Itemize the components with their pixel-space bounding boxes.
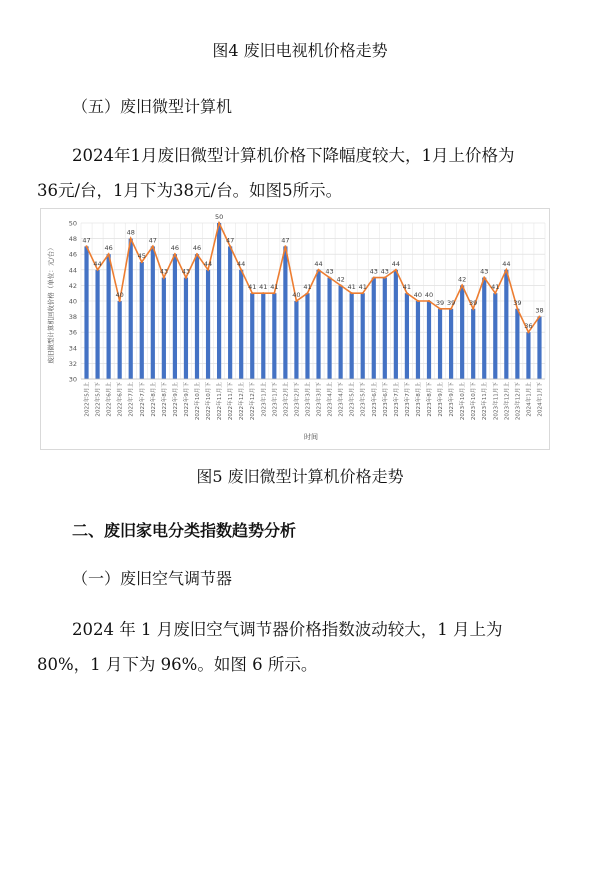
line-point — [207, 269, 209, 271]
line-point — [395, 269, 397, 271]
data-label: 46 — [192, 244, 202, 253]
line-point — [483, 277, 485, 279]
data-label: 50 — [214, 213, 224, 221]
bar — [394, 270, 398, 379]
line-point — [108, 253, 110, 255]
y-tick-label: 50 — [68, 219, 77, 228]
bar — [416, 301, 420, 379]
paragraph-air-conditioner — [37, 612, 542, 682]
bar — [184, 278, 188, 379]
x-axis-label: 时间 — [304, 433, 318, 441]
x-tick-label: 2023年7月下 — [404, 382, 411, 417]
y-tick-label: 36 — [68, 328, 77, 337]
x-tick-label: 2023年6月下 — [382, 382, 389, 417]
data-label: 44 — [314, 259, 323, 268]
data-label: 39 — [469, 298, 478, 307]
data-label: 36 — [524, 322, 533, 331]
bar — [526, 332, 530, 379]
bar — [383, 278, 387, 379]
x-tick-label: 2022年6月上 — [106, 382, 113, 417]
bar — [84, 246, 88, 379]
bar — [129, 239, 133, 379]
x-tick-label: 2023年8月上 — [415, 382, 422, 417]
data-label: 43 — [325, 267, 334, 276]
bar — [493, 293, 497, 379]
line-point — [505, 269, 507, 271]
bar — [372, 278, 376, 379]
bar — [537, 317, 541, 379]
figure-5-chart — [40, 208, 550, 450]
x-tick-label: 2022年7月下 — [139, 382, 146, 417]
x-tick-label: 2023年3月上 — [305, 382, 312, 417]
paragraph-line: 36元/台，1月下为38元/台。如图5所示。 — [37, 181, 343, 200]
data-label: 39 — [513, 298, 522, 307]
x-tick-label: 2023年9月下 — [449, 382, 456, 417]
y-tick-label: 30 — [68, 375, 77, 384]
x-tick-label: 2023年9月上 — [438, 382, 445, 417]
data-label: 45 — [137, 252, 146, 260]
figure-5-caption: 图5 废旧微型计算机价格走势 — [196, 467, 404, 486]
data-label: 44 — [237, 259, 246, 268]
bar — [471, 309, 475, 379]
x-tick-label: 2023年1月上 — [261, 382, 268, 417]
data-label: 47 — [281, 236, 290, 245]
data-label: 39 — [446, 298, 456, 307]
bar — [327, 278, 331, 379]
data-label: 39 — [435, 298, 445, 307]
x-tick-label: 2023年2月上 — [283, 382, 290, 417]
section-heading-air-conditioner: （一）废旧空气调节器 — [72, 569, 233, 588]
price-chart — [41, 209, 549, 449]
bar — [350, 293, 354, 379]
line-point — [406, 292, 408, 294]
bar — [361, 293, 365, 379]
line-point — [439, 308, 441, 310]
paragraph-line: 2024 年 1 月废旧空气调节器价格指数波动较大，1 月上为 — [72, 620, 503, 639]
y-tick-label: 34 — [68, 344, 77, 353]
x-tick-label: 2022年8月下 — [161, 382, 168, 417]
bar — [140, 262, 144, 379]
line-point — [450, 308, 452, 310]
x-tick-label: 2022年9月下 — [183, 382, 190, 417]
x-tick-label: 2023年11月下 — [493, 382, 500, 421]
figure-4-caption: 图4 废旧电视机价格走势 — [212, 41, 388, 60]
line-point — [516, 308, 518, 310]
line-point — [428, 300, 430, 302]
data-label: 43 — [159, 267, 168, 276]
line-point — [362, 292, 364, 294]
data-label: 44 — [93, 259, 102, 268]
x-tick-label: 2022年9月上 — [172, 382, 179, 417]
bar — [195, 254, 199, 379]
line-point — [185, 277, 187, 279]
data-label: 41 — [402, 283, 412, 292]
y-tick-label: 38 — [68, 313, 77, 322]
bar — [261, 293, 265, 379]
y-tick-label: 42 — [68, 281, 77, 290]
x-tick-label: 2024年1月下 — [537, 382, 544, 417]
bar — [162, 278, 166, 379]
data-label: 46 — [104, 244, 113, 253]
section-heading-microcomputer: （五）废旧微型计算机 — [72, 97, 233, 116]
data-label: 42 — [458, 275, 467, 284]
bar — [305, 293, 309, 379]
data-label: 44 — [391, 259, 400, 268]
data-label: 41 — [303, 283, 312, 292]
bar — [239, 270, 243, 379]
bar — [460, 285, 464, 379]
bar — [217, 223, 221, 379]
line-point — [85, 245, 87, 247]
bar — [206, 270, 210, 379]
line-point — [373, 277, 375, 279]
data-label: 40 — [292, 291, 301, 299]
y-tick-label: 48 — [68, 235, 77, 244]
line-point — [196, 253, 198, 255]
bar — [438, 309, 442, 379]
y-tick-label: 32 — [68, 359, 77, 368]
x-tick-label: 2023年3月下 — [316, 382, 323, 417]
x-tick-label: 2022年10月下 — [206, 382, 213, 421]
x-tick-label: 2022年12月上 — [239, 382, 246, 421]
x-tick-label: 2023年12月上 — [504, 382, 511, 421]
data-label: 47 — [82, 236, 91, 245]
line-point — [351, 292, 353, 294]
data-label: 40 — [115, 291, 124, 299]
line-point — [251, 292, 253, 294]
x-tick-label: 2023年1月下 — [272, 382, 279, 417]
line-point — [527, 331, 529, 333]
x-tick-label: 2022年6月下 — [117, 382, 124, 417]
line-point — [461, 284, 463, 286]
x-tick-label: 2023年11月上 — [482, 382, 489, 421]
x-tick-label: 2023年7月上 — [393, 382, 400, 417]
data-label: 44 — [203, 259, 213, 268]
paragraph-microcomputer — [37, 138, 542, 208]
y-tick-label: 40 — [68, 297, 77, 306]
line-point — [240, 269, 242, 271]
x-tick-label: 2022年11月上 — [217, 382, 224, 421]
bar — [107, 254, 111, 379]
data-label: 41 — [358, 283, 367, 292]
data-label: 40 — [424, 291, 434, 299]
data-label: 43 — [369, 267, 378, 276]
line-point — [119, 300, 121, 302]
line-point — [328, 277, 330, 279]
data-label: 43 — [380, 267, 389, 276]
x-tick-label: 2022年11月下 — [228, 382, 235, 421]
x-tick-label: 2022年8月上 — [150, 382, 157, 417]
bar — [515, 309, 519, 379]
data-label: 41 — [347, 283, 356, 292]
x-tick-label: 2023年8月下 — [427, 382, 433, 417]
line-point — [384, 277, 386, 279]
x-tick-label: 2022年5月下 — [95, 382, 102, 417]
bar — [427, 301, 431, 379]
bar — [250, 293, 254, 379]
line-point — [229, 245, 231, 247]
data-label: 41 — [270, 283, 279, 292]
y-tick-label: 44 — [68, 266, 77, 275]
line-point — [174, 253, 176, 255]
x-tick-label: 2023年10月下 — [471, 382, 478, 421]
data-label: 41 — [259, 283, 268, 292]
data-label: 42 — [336, 275, 345, 284]
bar — [504, 270, 508, 379]
bar — [95, 270, 99, 379]
bar — [449, 309, 453, 379]
line-point — [306, 292, 308, 294]
line-point — [295, 300, 297, 302]
line-point — [472, 308, 474, 310]
x-tick-label: 2023年4月上 — [327, 382, 334, 417]
x-tick-label: 2023年2月下 — [294, 382, 301, 417]
data-label: 46 — [170, 244, 180, 253]
data-label: 48 — [126, 228, 135, 237]
bar — [118, 301, 122, 379]
line-point — [538, 316, 540, 318]
bar — [173, 254, 177, 379]
x-tick-label: 2022年10月上 — [195, 382, 201, 421]
line-point — [163, 277, 165, 279]
x-tick-label: 2023年6月上 — [371, 382, 378, 417]
bar — [283, 246, 287, 379]
x-tick-label: 2024年1月上 — [526, 382, 533, 417]
bar — [294, 301, 298, 379]
bar — [151, 246, 155, 379]
line-point — [218, 222, 220, 224]
line-point — [96, 269, 98, 271]
paragraph-line: 80%，1 月下为 96%。如图 6 所示。 — [37, 655, 318, 674]
x-tick-label: 2023年5月下 — [360, 382, 367, 417]
x-tick-label: 2023年10月上 — [460, 382, 467, 421]
data-label: 41 — [491, 283, 500, 292]
data-label: 47 — [148, 236, 157, 245]
data-label: 47 — [226, 236, 235, 245]
bar — [405, 293, 409, 379]
bar — [339, 285, 343, 379]
paragraph-line: 2024年1月废旧微型计算机价格下降幅度较大，1月上价格为 — [72, 146, 515, 165]
data-label: 43 — [480, 267, 489, 276]
x-tick-label: 2023年5月上 — [349, 382, 356, 417]
y-tick-label: 46 — [68, 250, 77, 259]
line-point — [273, 292, 275, 294]
x-tick-label: 2023年4月下 — [338, 382, 345, 417]
x-tick-label: 2022年5月上 — [84, 382, 91, 417]
line-point — [262, 292, 264, 294]
line-point — [417, 300, 419, 302]
line-point — [284, 245, 286, 247]
x-tick-label: 2022年7月上 — [128, 382, 135, 417]
data-label: 40 — [413, 291, 423, 299]
data-label: 43 — [181, 267, 191, 276]
bar — [272, 293, 276, 379]
line-point — [340, 284, 342, 286]
section-heading-index-analysis: 二、废旧家电分类指数趋势分析 — [72, 521, 297, 540]
line-point — [141, 261, 143, 263]
bar — [482, 278, 486, 379]
data-label: 38 — [535, 306, 544, 315]
data-label: 44 — [502, 259, 511, 268]
line-point — [152, 245, 154, 247]
line-point — [130, 238, 132, 240]
line-point — [494, 292, 496, 294]
line-point — [317, 269, 319, 271]
x-tick-label: 2022年12月下 — [250, 382, 257, 421]
bar — [228, 246, 232, 379]
y-axis-label: 废旧微型计算机回收价格（单位：元/台） — [47, 244, 55, 364]
bar — [316, 270, 320, 379]
data-label: 41 — [248, 283, 257, 292]
x-tick-label: 2023年12月下 — [515, 382, 522, 421]
